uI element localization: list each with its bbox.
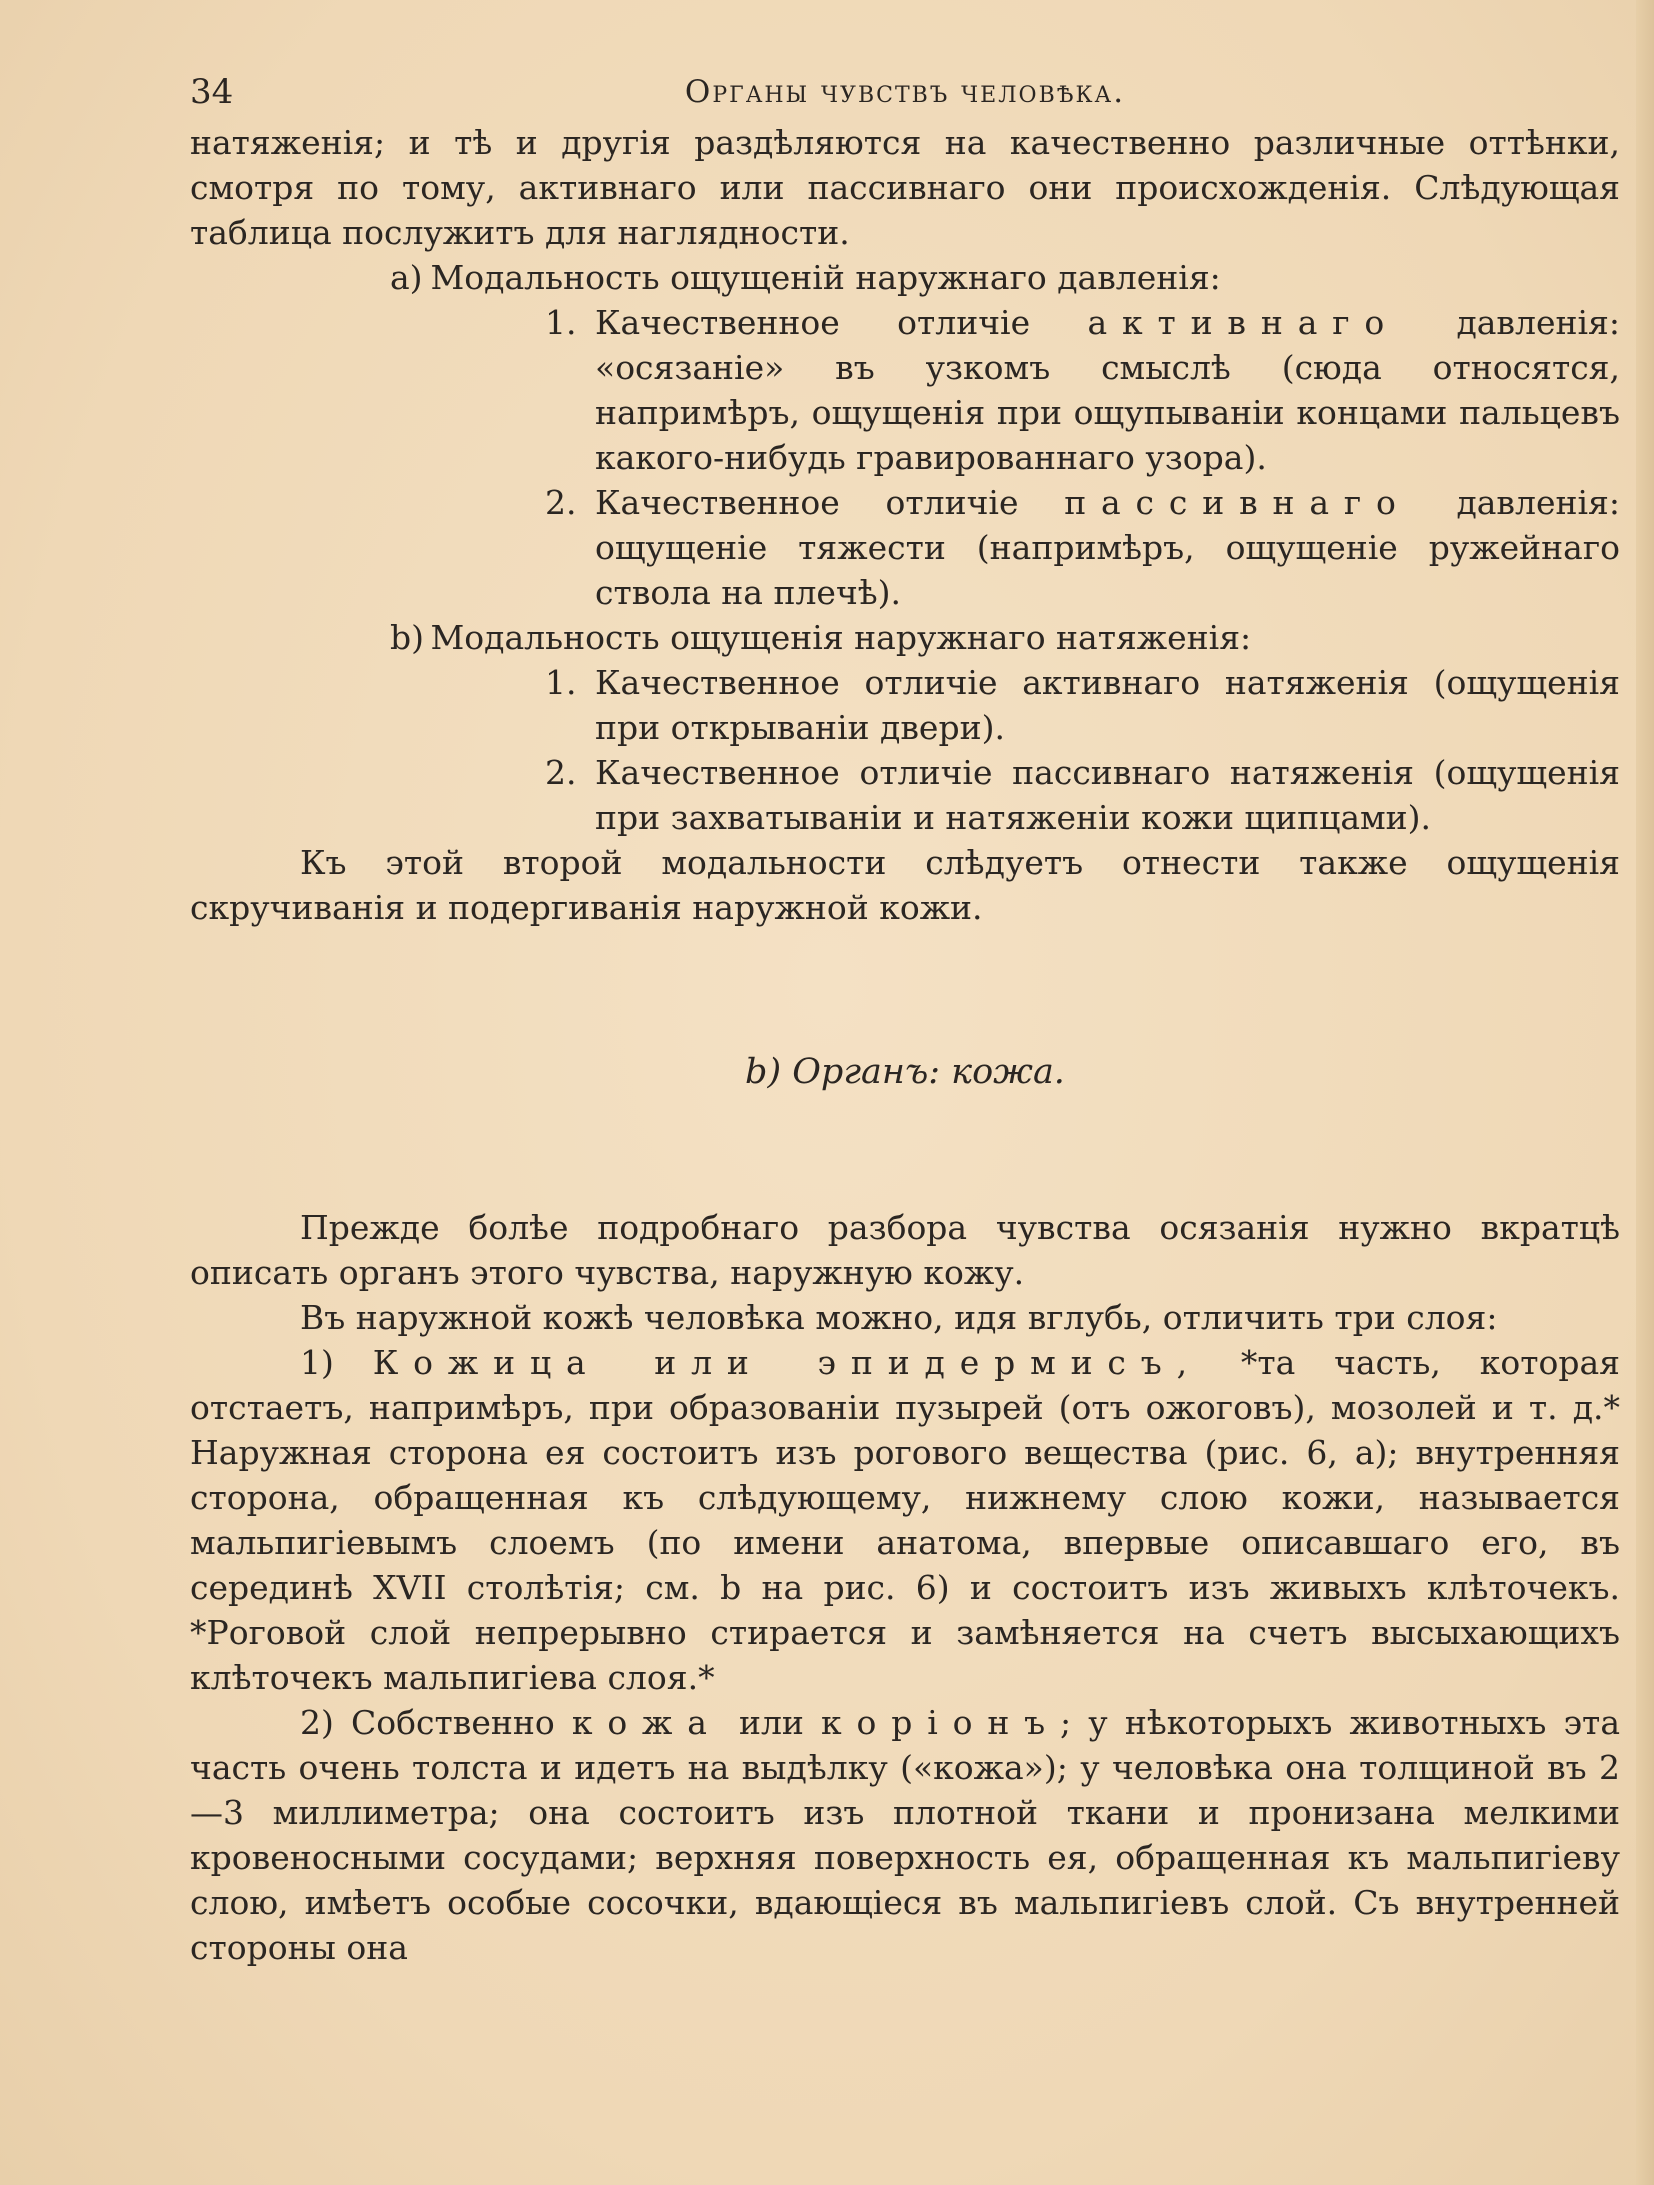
list-item-text: Качественное отличіе bbox=[595, 303, 1088, 342]
list-a-label: a) bbox=[390, 258, 423, 297]
paragraph-1: Прежде болѣе подробнаго разбора чувства осязанія нужно вкратцѣ описать органъ этого чувства, наружную кожу. bbox=[190, 1208, 1620, 1292]
list-item-text: Качественное отличіе активнаго натяженія (ощущенія при открываніи двери). bbox=[595, 663, 1620, 747]
term-corion: коріонъ bbox=[821, 1703, 1061, 1742]
list-a-item-1 bbox=[190, 300, 1620, 480]
list-item-emphasis: активнаго bbox=[1087, 303, 1400, 342]
paragraph-2: Въ наружной кожѣ человѣка можно, идя вглубь, отличить три слоя: bbox=[300, 1298, 1498, 1337]
list-item-emphasis: пассивнаго bbox=[1064, 483, 1411, 522]
list-item-number: 2. bbox=[545, 753, 577, 792]
list-item-number: 1. bbox=[545, 663, 577, 702]
term-kozha: кожа bbox=[571, 1703, 722, 1742]
list-item-text: Качественное отличіе пассивнаго натяженія (ощущенія при захватываніи и натяженіи кожи щипцами). bbox=[595, 753, 1620, 837]
paragraph-text: Собственно bbox=[333, 1703, 572, 1742]
list-b-heading bbox=[190, 615, 1620, 660]
list-b-item-1 bbox=[190, 660, 1620, 750]
page-content bbox=[190, 60, 1620, 1970]
paragraph-number: 2) bbox=[300, 1703, 334, 1742]
section-title: b) Органъ: кожа. bbox=[745, 1052, 1065, 1092]
paragraph-4 bbox=[190, 1700, 1620, 1970]
list-b-item-2 bbox=[190, 750, 1620, 840]
list-b-label: b) bbox=[390, 618, 424, 657]
list-item-number: 1. bbox=[545, 303, 577, 342]
term-epidermis: Кожица или эпидермисъ, bbox=[372, 1343, 1202, 1382]
paragraph-text: ; у нѣкоторыхъ животныхъ эта часть очень толста и идетъ на выдѣлку («кожа»); у человѣка она толщиной въ 2—3 миллиметра; она состоитъ изъ плотной ткани и пронизана мелкими кровеносными сосудами; верхняя поверхность ея, обращенная къ мальпигіеву слою, имѣетъ особые сосочки, вдающіеся въ мальпигіевъ слой. Съ внутренней стороны она bbox=[190, 1703, 1620, 1967]
paragraph-text: *та часть, которая отстаетъ, напримѣръ, при образованіи пузырей (отъ ожоговъ), мозолей и т. д.* Наружная сторона ея состоитъ изъ рогового вещества (рис. 6, a); внутренняя сторона, обращенная къ слѣдующему, нижнему слою кожи, называется мальпигіевымъ слоемъ (по имени анатома, впервые описавшаго его, въ серединѣ XVII столѣтія; см. b на рис. 6) и состоитъ изъ живыхъ клѣточекъ. *Роговой слой непрерывно стирается и замѣняется на счетъ высыхающихъ клѣточекъ мальпигіева слоя.* bbox=[190, 1343, 1620, 1697]
modality-note: Къ этой второй модальности слѣдуетъ отнести также ощущенія скручиванія и подергиванія наружной кожи. bbox=[190, 843, 1620, 927]
page-number: 34 bbox=[190, 72, 234, 112]
list-a-text: Модальность ощущеній наружнаго давленія: bbox=[430, 258, 1221, 297]
page-header bbox=[190, 60, 1620, 120]
paragraph-text: или bbox=[721, 1703, 822, 1742]
list-a-heading bbox=[190, 255, 1620, 300]
list-item-text: Качественное отличіе bbox=[595, 483, 1065, 522]
list-item-number: 2. bbox=[545, 483, 577, 522]
running-title: Органы чувствъ человѣка. bbox=[684, 74, 1126, 110]
list-a-item-2 bbox=[190, 480, 1620, 615]
list-b-text: Модальность ощущенія наружнаго натяженія: bbox=[430, 618, 1252, 657]
intro-paragraph: натяженія; и тѣ и другія раздѣляются на качественно различные оттѣнки, смотря по тому, активнаго или пассивнаго они происхожденія. Слѣдующая таблица послужитъ для наглядности. bbox=[190, 123, 1620, 252]
paragraph-3 bbox=[190, 1340, 1620, 1700]
list-item-text: давленія: ощущеніе тяжести (напримѣръ, ощущеніе ружейнаго ствола на плечѣ). bbox=[595, 483, 1620, 612]
paragraph-number: 1) bbox=[300, 1343, 334, 1382]
page-edge bbox=[1636, 0, 1654, 2185]
list-item-text: давленія: «осязаніе» въ узкомъ смыслѣ (сюда относятся, напримѣръ, ощущенія при ощупываніи концами пальцевъ какого-нибудь гравированнаго узора). bbox=[595, 303, 1620, 477]
